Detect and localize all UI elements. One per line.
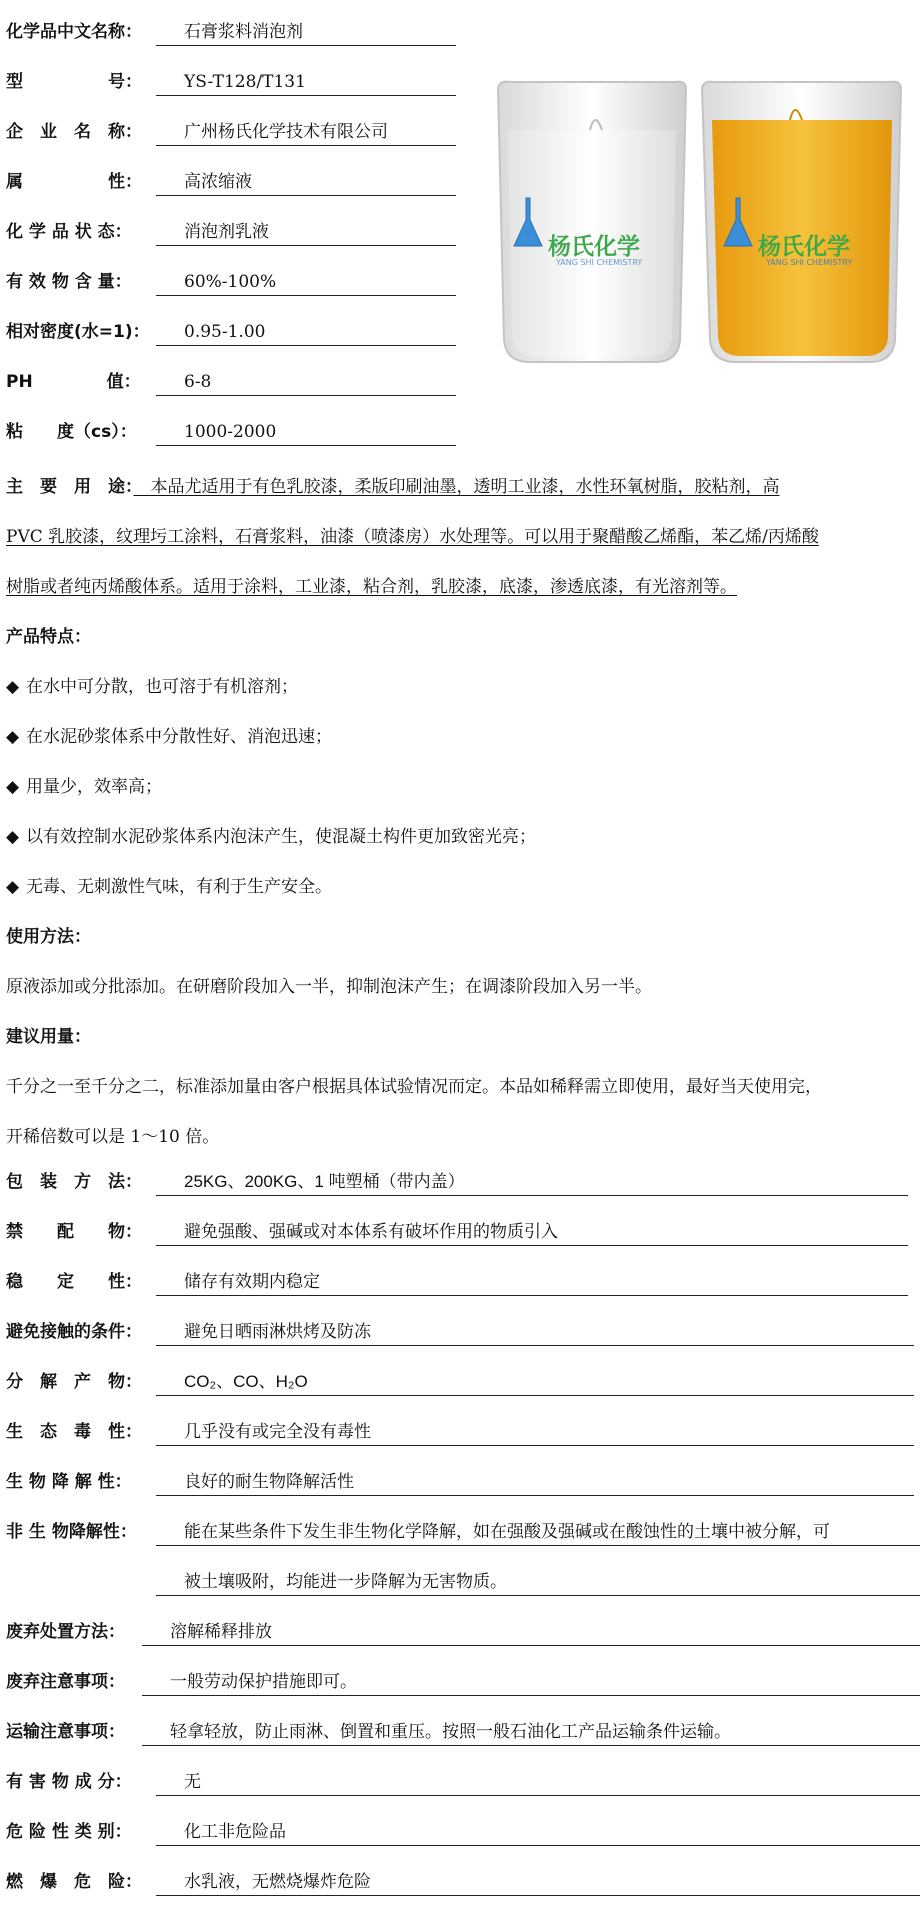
field-value: 避免强酸、强碱或对本体系有破坏作用的物质引入 (156, 1222, 908, 1246)
field-label: 运输注意事项： (6, 1722, 125, 1742)
field-label: 有 害 物 成 分： (6, 1772, 132, 1792)
bullet-icon: ◆ (6, 677, 20, 697)
field-label: 避免接触的条件： (6, 1322, 142, 1342)
feature-text: 以有效控制水泥砂浆体系内泡沫产生，使混凝土构件更加致密光亮； (26, 827, 536, 847)
feature-text: 用量少，效率高； (26, 777, 162, 797)
bullet-icon: ◆ (6, 827, 20, 847)
field-label: 危 险 性 类 别： (6, 1822, 132, 1842)
field-value: 高浓缩液 (156, 172, 456, 196)
field-label: 包 装 方 法： (6, 1172, 142, 1192)
field-label: 稳 定 性： (6, 1272, 142, 1292)
field-value: CO₂、CO、H₂O (156, 1372, 914, 1396)
brand-sub-left: YANG SHI CHEMISTRY (556, 258, 643, 267)
field-label: 属 性： (6, 172, 142, 192)
field-label: 化学品中文名称： (6, 22, 142, 42)
field-label: 废弃处置方法： (6, 1622, 125, 1642)
dosage-text-line2: 开稀倍数可以是 1～10 倍。 (6, 1127, 220, 1147)
feature-text: 无毒、无刺激性气味，有利于生产安全。 (26, 877, 332, 897)
usage-text-line3: 树脂或者纯丙烯酸体系。适用于涂料，工业漆，粘合剂，乳胶漆，底漆，渗透底漆，有光溶剂等。 (6, 577, 737, 597)
feature-item (6, 772, 162, 797)
field-value: 无 (156, 1772, 920, 1796)
field-label: 生 态 毒 性： (6, 1422, 142, 1442)
bullet-icon: ◆ (6, 727, 20, 747)
field-label: 型 号： (6, 72, 142, 92)
field-label: 禁 配 物： (6, 1222, 142, 1242)
field-value: 溶解稀释排放 (142, 1622, 920, 1646)
usage-text-line1: 本品尤适用于有色乳胶漆，柔版印刷油墨，透明工业漆，水性环氧树脂，胶粘剂，高 (133, 477, 780, 497)
field-value: 良好的耐生物降解活性 (156, 1472, 914, 1496)
field-value: 一般劳动保护措施即可。 (142, 1672, 920, 1696)
field-label: 非 生 物降解性： (6, 1522, 137, 1542)
method-heading: 使用方法： (6, 927, 91, 947)
feature-item (6, 822, 536, 847)
dosage-text-line1: 千分之一至千分之二，标准添加量由客户根据具体试验情况而定。本品如稀释需立即使用，最好当天使用完， (6, 1077, 822, 1097)
field-value: 水乳液，无燃烧爆炸危险 (156, 1872, 920, 1896)
brand-name-right: 杨氏化学 (758, 234, 850, 260)
field-label: 分 解 产 物： (6, 1372, 142, 1392)
brand-sub-right: YANG SHI CHEMISTRY (766, 258, 853, 267)
field-value-line2: 被土壤吸附，均能进一步降解为无害物质。 (156, 1572, 920, 1596)
field-value: 消泡剂乳液 (156, 222, 456, 246)
field-label: 有 效 物 含 量： (6, 272, 132, 292)
field-value: 轻拿轻放，防止雨淋、倒置和重压。按照一般石油化工产品运输条件运输。 (142, 1722, 920, 1746)
field-value: 化工非危险品 (156, 1822, 920, 1846)
feature-item (6, 872, 332, 897)
field-value: 广州杨氏化学技术有限公司 (156, 122, 456, 146)
field-label: 废弃注意事项： (6, 1672, 125, 1692)
bullet-icon: ◆ (6, 777, 20, 797)
features-heading: 产品特点： (6, 627, 91, 647)
field-value: 石膏浆料消泡剂 (156, 22, 456, 46)
field-label: 相对密度(水=1)： (6, 322, 150, 342)
product-beakers-image (490, 70, 910, 370)
yellow-beaker (702, 82, 901, 362)
field-value: 避免日晒雨淋烘烤及防冻 (156, 1322, 914, 1346)
method-text: 原液添加或分批添加。在研磨阶段加入一半，抑制泡沫产生；在调漆阶段加入另一半。 (6, 977, 652, 997)
field-label: 化 学 品 状 态： (6, 222, 132, 242)
field-label: 生 物 降 解 性： (6, 1472, 132, 1492)
field-label: PH 值： (6, 372, 141, 392)
feature-text: 在水中可分散，也可溶于有机溶剂； (26, 677, 298, 697)
usage-label: 主 要 用 途： (6, 477, 134, 496)
field-value: YS-T128/T131 (156, 72, 456, 96)
dosage-heading: 建议用量： (6, 1027, 91, 1047)
usage-text-line2: PVC 乳胶漆，纹理圬工涂料，石膏浆料，油漆（喷漆房）水处理等。可以用于聚醋酸乙烯酯，苯乙烯/丙烯酸 (6, 527, 819, 547)
field-value: 0.95-1.00 (156, 322, 456, 346)
field-value: 60%-100% (156, 272, 456, 296)
brand-name-left: 杨氏化学 (548, 234, 640, 260)
field-value: 1000-2000 (156, 422, 456, 446)
field-value: 几乎没有或完全没有毒性 (156, 1422, 914, 1446)
field-value: 6-8 (156, 372, 456, 396)
field-value: 储存有效期内稳定 (156, 1272, 908, 1296)
field-value-line1: 能在某些条件下发生非生物化学降解，如在强酸及强碱或在酸蚀性的土壤中被分解，可 (156, 1522, 920, 1546)
feature-item (6, 672, 298, 697)
field-label: 燃 爆 危 险： (6, 1872, 142, 1892)
field-label: 企 业 名 称： (6, 122, 142, 142)
feature-text: 在水泥砂浆体系中分散性好、消泡迅速； (26, 727, 332, 747)
feature-item (6, 722, 332, 747)
bullet-icon: ◆ (6, 877, 20, 897)
field-label: 粘 度（cs）： (6, 422, 137, 442)
usage-section (6, 462, 914, 612)
field-value: 25KG、200KG、1 吨塑桶（带内盖） (156, 1172, 908, 1196)
